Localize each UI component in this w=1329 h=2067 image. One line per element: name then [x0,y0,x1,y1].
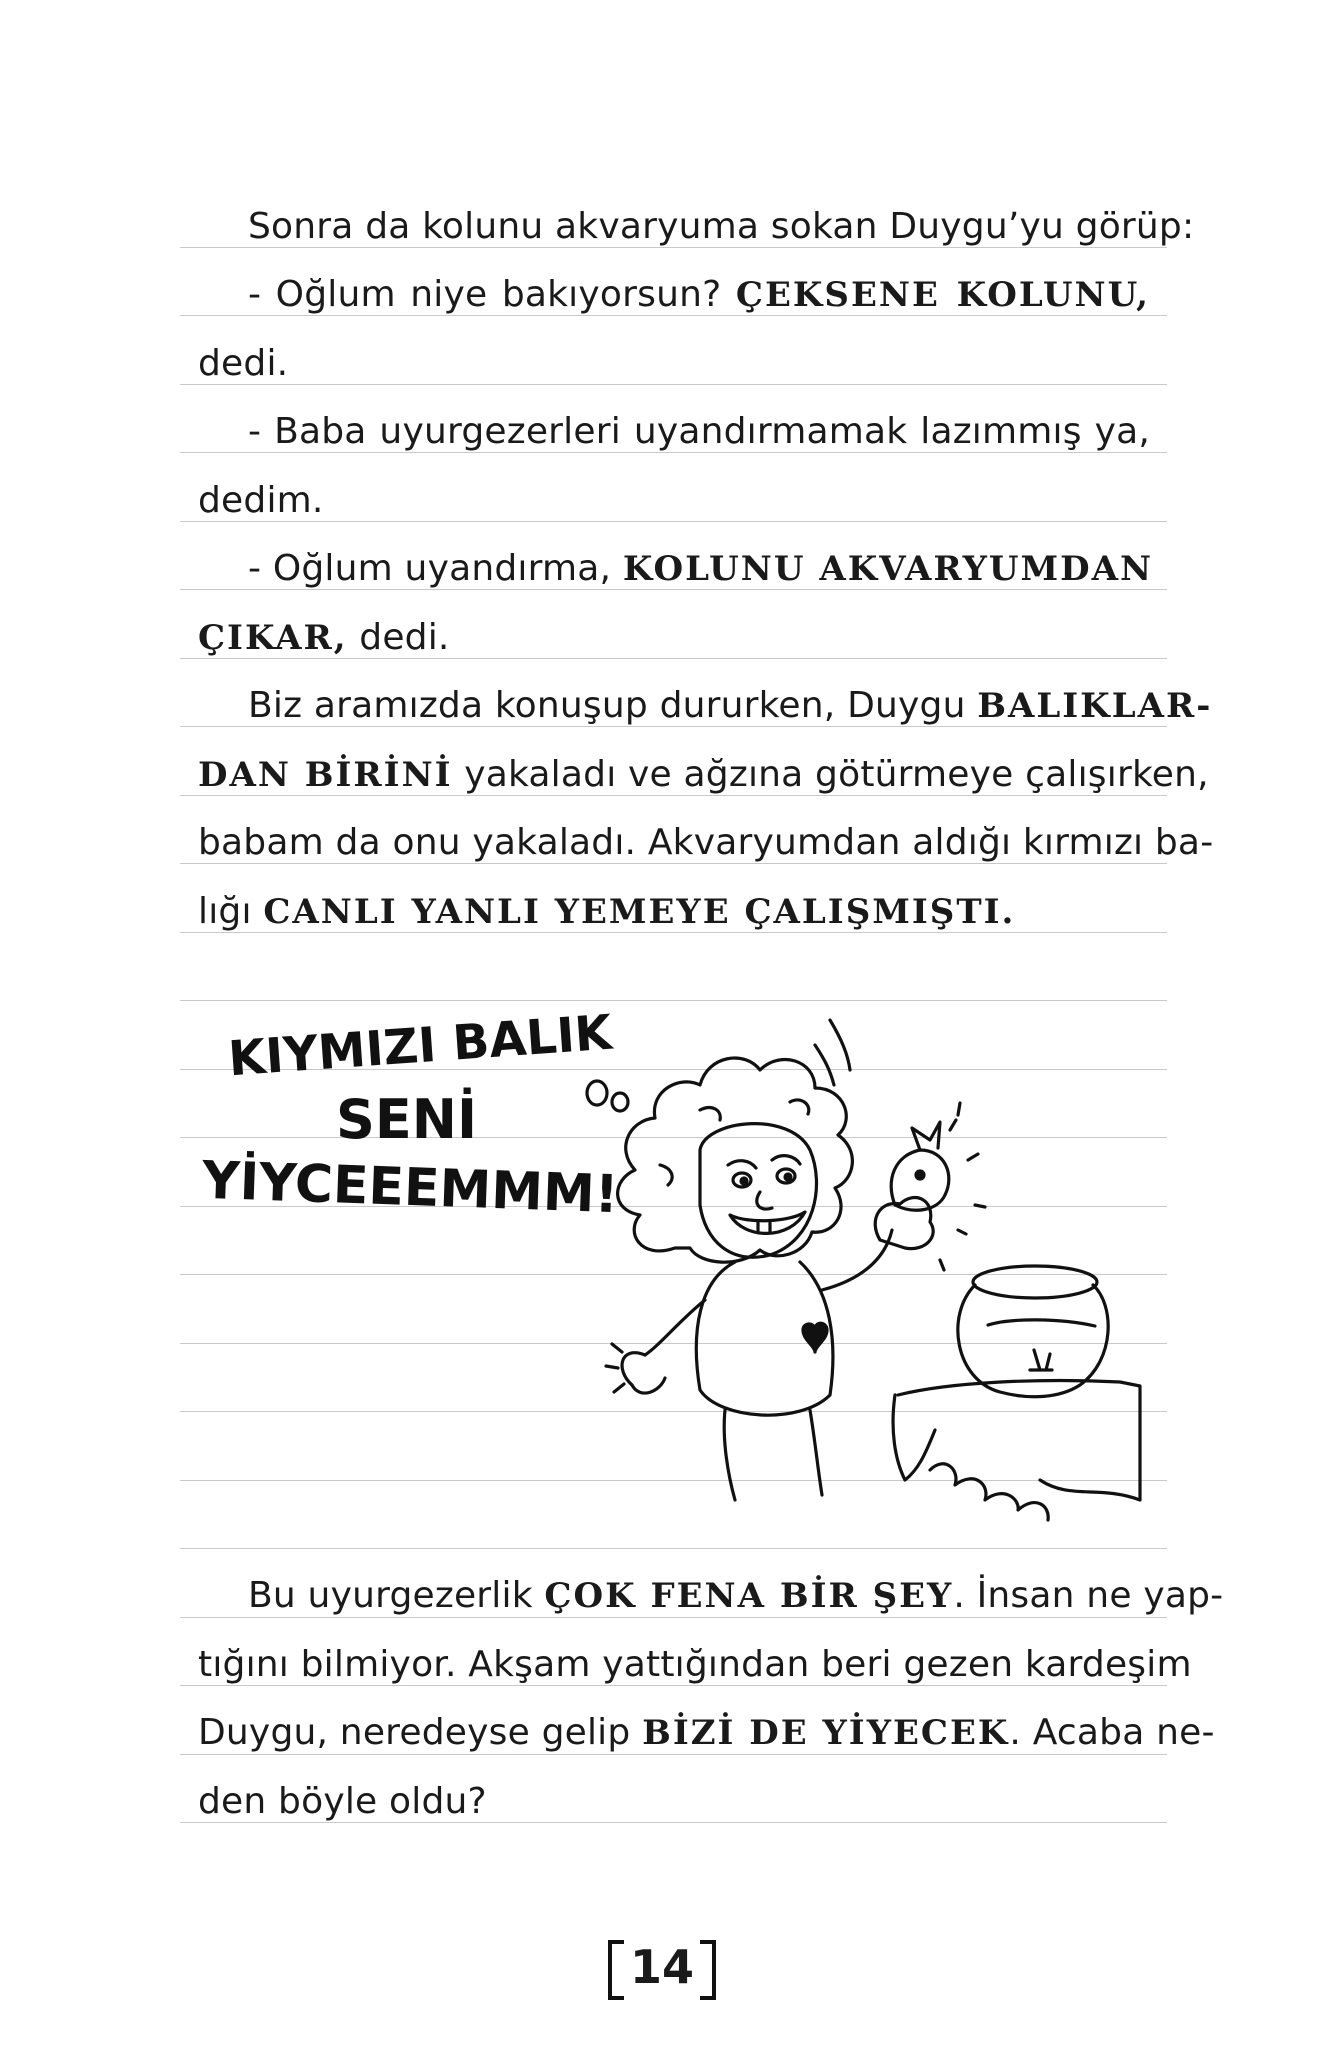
text-line [198,479,1150,523]
right-leg [810,1410,822,1495]
eyebrow [772,1156,800,1164]
bold-text: CANLI YANLI YEMEYE ÇALIŞMIŞTI. [263,892,1016,932]
motion-line [815,1045,834,1085]
text-span: dedi. [359,617,450,658]
text-span: lığı [198,891,252,932]
ruled-line [180,1548,1167,1549]
pupil [741,1178,747,1184]
table [898,1381,1140,1500]
bold-text: BİZİ DE YİYECEK [642,1713,1010,1753]
text-span: den böyle oldu? [198,1781,487,1822]
fish [891,1150,949,1210]
finger-lines [606,1344,624,1392]
eye [733,1173,751,1187]
thought-bubble [587,1081,607,1105]
ruled-line [180,1137,1167,1138]
text-span: Biz aramızda konuşup dururken, Duygu [248,685,966,726]
text-line [198,753,1209,797]
fishbowl-rim [973,1266,1097,1298]
text-line [248,684,1213,728]
ruled-line [180,1000,1167,1001]
hair-curl [790,1100,809,1114]
bold-text: ÇOK FENA BİR ŞEY [544,1576,954,1616]
heart-icon [803,1323,827,1352]
ruled-line [180,1480,1167,1481]
shirt [696,1262,833,1415]
text-span: Duygu, neredeyse gelip [198,1712,631,1753]
pupil [785,1174,791,1180]
water-splash [940,1103,985,1270]
bold-text: ÇEKSENE KOLUNU, [735,275,1150,315]
text-span: dedi. [198,343,289,384]
left-leg [724,1410,735,1500]
text-line [198,342,1150,386]
bracket-right [700,1940,716,2000]
face [700,1124,817,1258]
teeth [758,1222,770,1233]
text-line [198,1711,1215,1755]
text-line [248,273,1150,317]
caption-line-2: SENİ [336,1088,478,1151]
text-span: - Oğlum niye bakıyorsun? [248,274,722,315]
text-span: - Baba uyurgezerleri uyandırmamak lazımmış ya, [248,411,1150,452]
left-hand [622,1353,665,1393]
bold-text: DAN BİRİNİ [198,755,453,795]
text-line [248,547,1154,591]
bracket-left [608,1940,624,2000]
bold-text: ÇIKAR, [198,618,348,658]
text-line [198,821,1214,865]
text-span: yakaladı ve ağzına götürmeye çalışırken, [464,754,1209,795]
eyebrow [728,1161,756,1168]
seaweed [1030,1350,1052,1370]
text-line [198,890,1150,934]
ruled-line [180,1411,1167,1412]
text-span: dedim. [198,480,324,521]
text-span: Bu uyurgezerlik [248,1575,533,1616]
mouth [730,1212,805,1233]
text-line [198,616,1150,660]
bold-text: KOLUNU AKVARYUMDAN [622,549,1154,589]
fish-eye [916,1171,924,1179]
hair [618,1058,853,1262]
text-span: Sonra da kolunu akvaryuma sokan Duygu’yu görüp: [248,206,1195,247]
bold-text: BALIKLAR- [977,686,1213,726]
eye [777,1169,795,1183]
page-number [608,1938,716,1996]
text-span: - Oğlum uyandırma, [248,548,612,589]
text-span: . İnsan ne yap- [953,1575,1224,1616]
text-span: . Acaba ne- [1009,1712,1215,1753]
tablecloth [893,1395,935,1480]
ruled-line [180,1343,1167,1344]
hair-curl [660,1165,672,1185]
fish-tail [912,1122,940,1150]
hair-curl [700,1108,720,1120]
text-line [198,1643,1192,1687]
fishbowl [958,1285,1108,1397]
caption-line-3: YİYCEEEMMM! [201,1150,620,1226]
text-line [248,205,1195,249]
motion-line [830,1020,850,1070]
text-line [248,410,1150,454]
water-line [988,1320,1095,1326]
right-arm [822,1230,892,1290]
text-span: babam da onu yakaladı. Akvaryumdan aldığı kırmızı ba- [198,822,1214,863]
text-span: tığını bilmiyor. Akşam yattığından beri gezen kardeşim [198,1644,1192,1685]
left-arm [645,1300,705,1355]
tablecloth-edge [930,1464,1048,1520]
text-line [248,1574,1224,1618]
caption-line-1: KIYMIZI BALIK [226,1004,614,1088]
text-line [198,1780,1150,1824]
page-number-text: 14 [629,1940,694,1994]
thought-bubble [612,1093,628,1111]
ruled-line [180,1274,1167,1275]
